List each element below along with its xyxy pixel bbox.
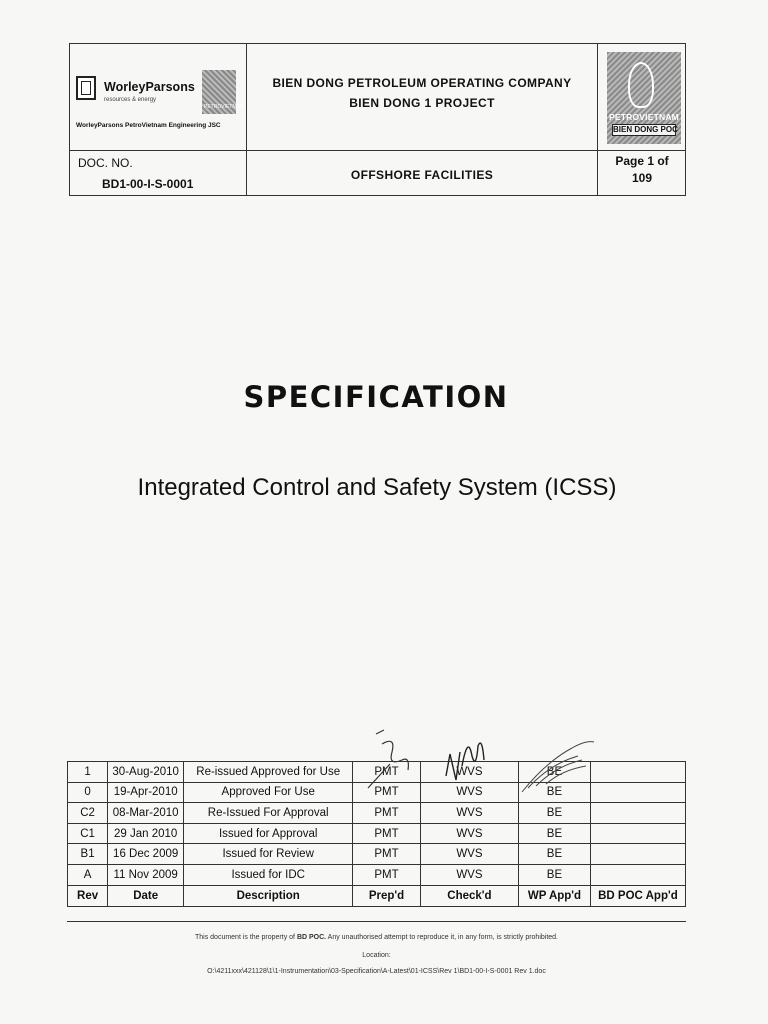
contractor-jv-name: WorleyParsons PetroVietnam Engineering JSC: [76, 122, 221, 129]
description-cell: Issued for Approval: [184, 823, 353, 844]
page-count-line1: Page 1 of: [615, 154, 669, 168]
checked-cell: WVS: [420, 782, 518, 803]
jv-logo-text: PETROVIETNAM: [204, 104, 244, 110]
revision-row: [68, 844, 686, 865]
description-cell: Approved For Use: [184, 782, 353, 803]
bdpoc-approved-cell: [590, 844, 685, 865]
page-count-line2: 109: [631, 171, 653, 185]
wp-approved-cell: BE: [519, 823, 591, 844]
column-header: BD POC App'd: [590, 885, 685, 906]
prepared-cell: PMT: [353, 864, 421, 885]
client-logo-sub: BIEN DONG POC: [613, 125, 678, 134]
wp-approved-cell: BE: [519, 803, 591, 824]
prepared-cell: PMT: [353, 803, 421, 824]
description-cell: Re-issued Approved for Use: [184, 762, 353, 783]
client-logo-name: PETROVIETNAM: [609, 112, 679, 122]
worleyparsons-logo-icon: [76, 76, 96, 100]
wp-approved-cell: BE: [519, 782, 591, 803]
handwritten-signatures-icon: [350, 726, 610, 796]
prepared-cell: PMT: [353, 823, 421, 844]
date-cell: 16 Dec 2009: [108, 844, 184, 865]
contractor-tagline: resources & energy: [104, 97, 157, 103]
prepared-cell: PMT: [353, 782, 421, 803]
revision-row: [68, 803, 686, 824]
column-header: Rev: [68, 885, 108, 906]
location-label: Location:: [362, 952, 391, 959]
document-header: [69, 43, 686, 196]
footer-rule: [67, 921, 686, 922]
flame-icon: [628, 62, 654, 108]
checked-cell: WVS: [420, 803, 518, 824]
location-path: O:\4211xxx\421128\1\1-Instrumentation\03-Specification\A-Latest\01-ICSS\Rev 1\BD1-00-I-S-0001 Rev 1.doc: [207, 968, 546, 975]
document-title: Integrated Control and Safety System (ICSS): [137, 474, 617, 501]
rev-cell: 1: [68, 762, 108, 783]
column-header: Check'd: [420, 885, 518, 906]
checked-cell: WVS: [420, 844, 518, 865]
description-cell: Issued for Review: [184, 844, 353, 865]
description-cell: Issued for IDC: [184, 864, 353, 885]
bdpoc-approved-cell: [590, 803, 685, 824]
copyright-notice: [67, 934, 686, 941]
header-divider: [70, 150, 685, 151]
description-cell: Re-Issued For Approval: [184, 803, 353, 824]
rev-cell: C1: [68, 823, 108, 844]
prepared-cell: PMT: [353, 762, 421, 783]
revision-row: [68, 864, 686, 885]
document-type-title: SPECIFICATION: [243, 380, 509, 414]
checked-cell: WVS: [420, 864, 518, 885]
column-header: WP App'd: [519, 885, 591, 906]
contractor-name: WorleyParsons: [104, 80, 195, 94]
column-header: Date: [108, 885, 184, 906]
wp-approved-cell: BE: [519, 864, 591, 885]
notice-suffix: Any unauthorised attempt to reproduce it, in any form, is strictly prohibited.: [327, 934, 559, 941]
wp-approved-cell: BE: [519, 762, 591, 783]
revision-row: [68, 823, 686, 844]
date-cell: 19-Apr-2010: [108, 782, 184, 803]
bdpoc-approved-cell: [590, 864, 685, 885]
checked-cell: WVS: [420, 762, 518, 783]
bdpoc-approved-cell: [590, 823, 685, 844]
doc-number: BD1-00-I-S-0001: [102, 177, 194, 191]
notice-owner: BD POC.: [296, 934, 327, 941]
project-name: BIEN DONG 1 PROJECT: [349, 96, 495, 110]
revision-table-header: [68, 885, 686, 906]
company-name: BIEN DONG PETROLEUM OPERATING COMPANY: [272, 76, 572, 90]
checked-cell: WVS: [420, 823, 518, 844]
date-cell: 29 Jan 2010: [108, 823, 184, 844]
wp-approved-cell: BE: [519, 844, 591, 865]
date-cell: 08-Mar-2010: [108, 803, 184, 824]
rev-cell: B1: [68, 844, 108, 865]
doc-no-label: DOC. NO.: [78, 156, 133, 170]
column-header: Description: [184, 885, 353, 906]
rev-cell: A: [68, 864, 108, 885]
prepared-cell: PMT: [353, 844, 421, 865]
notice-prefix: This document is the property of: [194, 934, 295, 941]
rev-cell: 0: [68, 782, 108, 803]
date-cell: 11 Nov 2009: [108, 864, 184, 885]
rev-cell: C2: [68, 803, 108, 824]
discipline-label: OFFSHORE FACILITIES: [350, 168, 494, 182]
column-header: Prep'd: [353, 885, 421, 906]
date-cell: 30-Aug-2010: [108, 762, 184, 783]
